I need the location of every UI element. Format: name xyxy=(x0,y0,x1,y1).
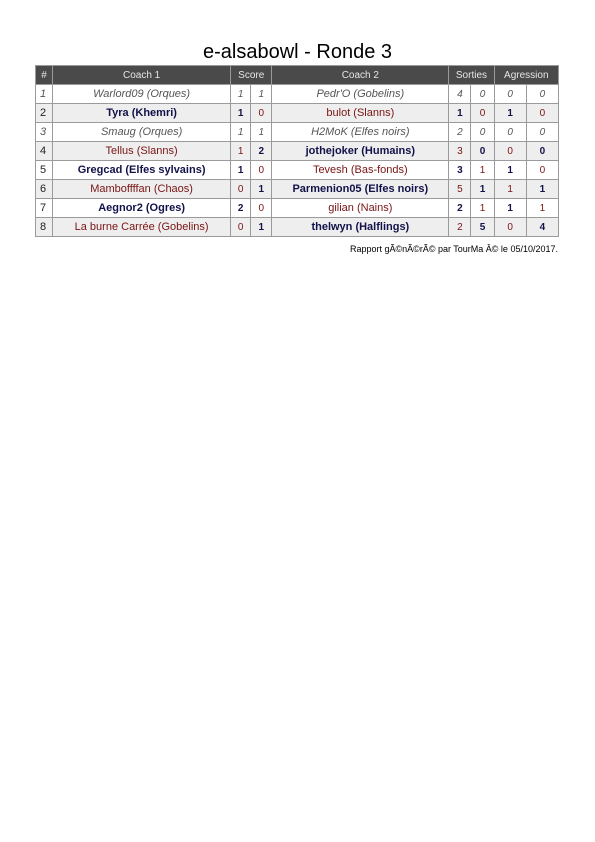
coach2-cell: jothejoker (Humains) xyxy=(272,142,449,161)
row-number: 4 xyxy=(36,142,53,161)
agression1-cell: 0 xyxy=(494,218,526,237)
sorties1-cell: 3 xyxy=(449,161,471,180)
header-coach2: Coach 2 xyxy=(272,66,449,85)
score2-cell: 1 xyxy=(251,180,272,199)
sorties1-cell: 2 xyxy=(449,218,471,237)
score1-cell: 1 xyxy=(231,142,251,161)
report-footer: Rapport gÃ©nÃ©rÃ© par TourMa Â© le 05/10/2017. xyxy=(350,244,558,254)
coach1-cell: Smaug (Orques) xyxy=(53,123,231,142)
score1-cell: 0 xyxy=(231,218,251,237)
header-coach1: Coach 1 xyxy=(53,66,231,85)
agression2-cell: 0 xyxy=(526,85,558,104)
coach2-cell: Pedr'O (Gobelins) xyxy=(272,85,449,104)
agression1-cell: 1 xyxy=(494,161,526,180)
sorties2-cell: 1 xyxy=(471,199,494,218)
sorties1-cell: 2 xyxy=(449,123,471,142)
row-number: 7 xyxy=(36,199,53,218)
coach1-cell: Tellus (Slanns) xyxy=(53,142,231,161)
agression2-cell: 1 xyxy=(526,199,558,218)
page-title: e-alsabowl - Ronde 3 xyxy=(203,41,392,63)
agression1-cell: 0 xyxy=(494,142,526,161)
score2-cell: 1 xyxy=(251,85,272,104)
score1-cell: 1 xyxy=(231,104,251,123)
sorties2-cell: 0 xyxy=(471,123,494,142)
agression2-cell: 0 xyxy=(526,161,558,180)
header-score: Score xyxy=(231,66,272,85)
score2-cell: 0 xyxy=(251,104,272,123)
sorties1-cell: 4 xyxy=(449,85,471,104)
score1-cell: 1 xyxy=(231,161,251,180)
sorties2-cell: 1 xyxy=(471,180,494,199)
sorties2-cell: 0 xyxy=(471,85,494,104)
table-row xyxy=(36,180,559,199)
coach2-cell: H2MoK (Elfes noirs) xyxy=(272,123,449,142)
coach1-cell: Warlord09 (Orques) xyxy=(53,85,231,104)
score2-cell: 1 xyxy=(251,218,272,237)
coach2-cell: Tevesh (Bas-fonds) xyxy=(272,161,449,180)
agression1-cell: 1 xyxy=(494,104,526,123)
table-row xyxy=(36,123,559,142)
sorties2-cell: 0 xyxy=(471,104,494,123)
row-number: 8 xyxy=(36,218,53,237)
row-number: 5 xyxy=(36,161,53,180)
header-agression: Agression xyxy=(494,66,558,85)
table-row xyxy=(36,161,559,180)
score1-cell: 1 xyxy=(231,123,251,142)
coach2-cell: bulot (Slanns) xyxy=(272,104,449,123)
coach2-cell: thelwyn (Halflings) xyxy=(272,218,449,237)
coach1-cell: Tyra (Khemri) xyxy=(53,104,231,123)
agression1-cell: 0 xyxy=(494,85,526,104)
row-number: 1 xyxy=(36,85,53,104)
score2-cell: 2 xyxy=(251,142,272,161)
score2-cell: 0 xyxy=(251,199,272,218)
score1-cell: 1 xyxy=(231,85,251,104)
agression2-cell: 0 xyxy=(526,123,558,142)
agression2-cell: 1 xyxy=(526,180,558,199)
table-row xyxy=(36,199,559,218)
agression1-cell: 1 xyxy=(494,199,526,218)
agression2-cell: 4 xyxy=(526,218,558,237)
coach1-cell: Mamboffffan (Chaos) xyxy=(53,180,231,199)
score2-cell: 1 xyxy=(251,123,272,142)
coach1-cell: Gregcad (Elfes sylvains) xyxy=(53,161,231,180)
coach2-cell: Parmenion05 (Elfes noirs) xyxy=(272,180,449,199)
sorties2-cell: 5 xyxy=(471,218,494,237)
coach1-cell: Aegnor2 (Ogres) xyxy=(53,199,231,218)
row-number: 2 xyxy=(36,104,53,123)
row-number: 6 xyxy=(36,180,53,199)
sorties1-cell: 3 xyxy=(449,142,471,161)
header-num: # xyxy=(36,66,53,85)
score1-cell: 0 xyxy=(231,180,251,199)
sorties1-cell: 2 xyxy=(449,199,471,218)
score2-cell: 0 xyxy=(251,161,272,180)
table-row xyxy=(36,142,559,161)
sorties1-cell: 1 xyxy=(449,104,471,123)
coach2-cell: gilian (Nains) xyxy=(272,199,449,218)
table-row xyxy=(36,85,559,104)
table-row xyxy=(36,104,559,123)
results-table xyxy=(35,65,559,237)
coach1-cell: La burne Carrée (Gobelins) xyxy=(53,218,231,237)
sorties2-cell: 1 xyxy=(471,161,494,180)
score1-cell: 2 xyxy=(231,199,251,218)
agression2-cell: 0 xyxy=(526,142,558,161)
header-sorties: Sorties xyxy=(449,66,494,85)
table-row xyxy=(36,218,559,237)
agression1-cell: 1 xyxy=(494,180,526,199)
agression1-cell: 0 xyxy=(494,123,526,142)
agression2-cell: 0 xyxy=(526,104,558,123)
sorties2-cell: 0 xyxy=(471,142,494,161)
sorties1-cell: 5 xyxy=(449,180,471,199)
table-header-row xyxy=(36,66,559,85)
row-number: 3 xyxy=(36,123,53,142)
